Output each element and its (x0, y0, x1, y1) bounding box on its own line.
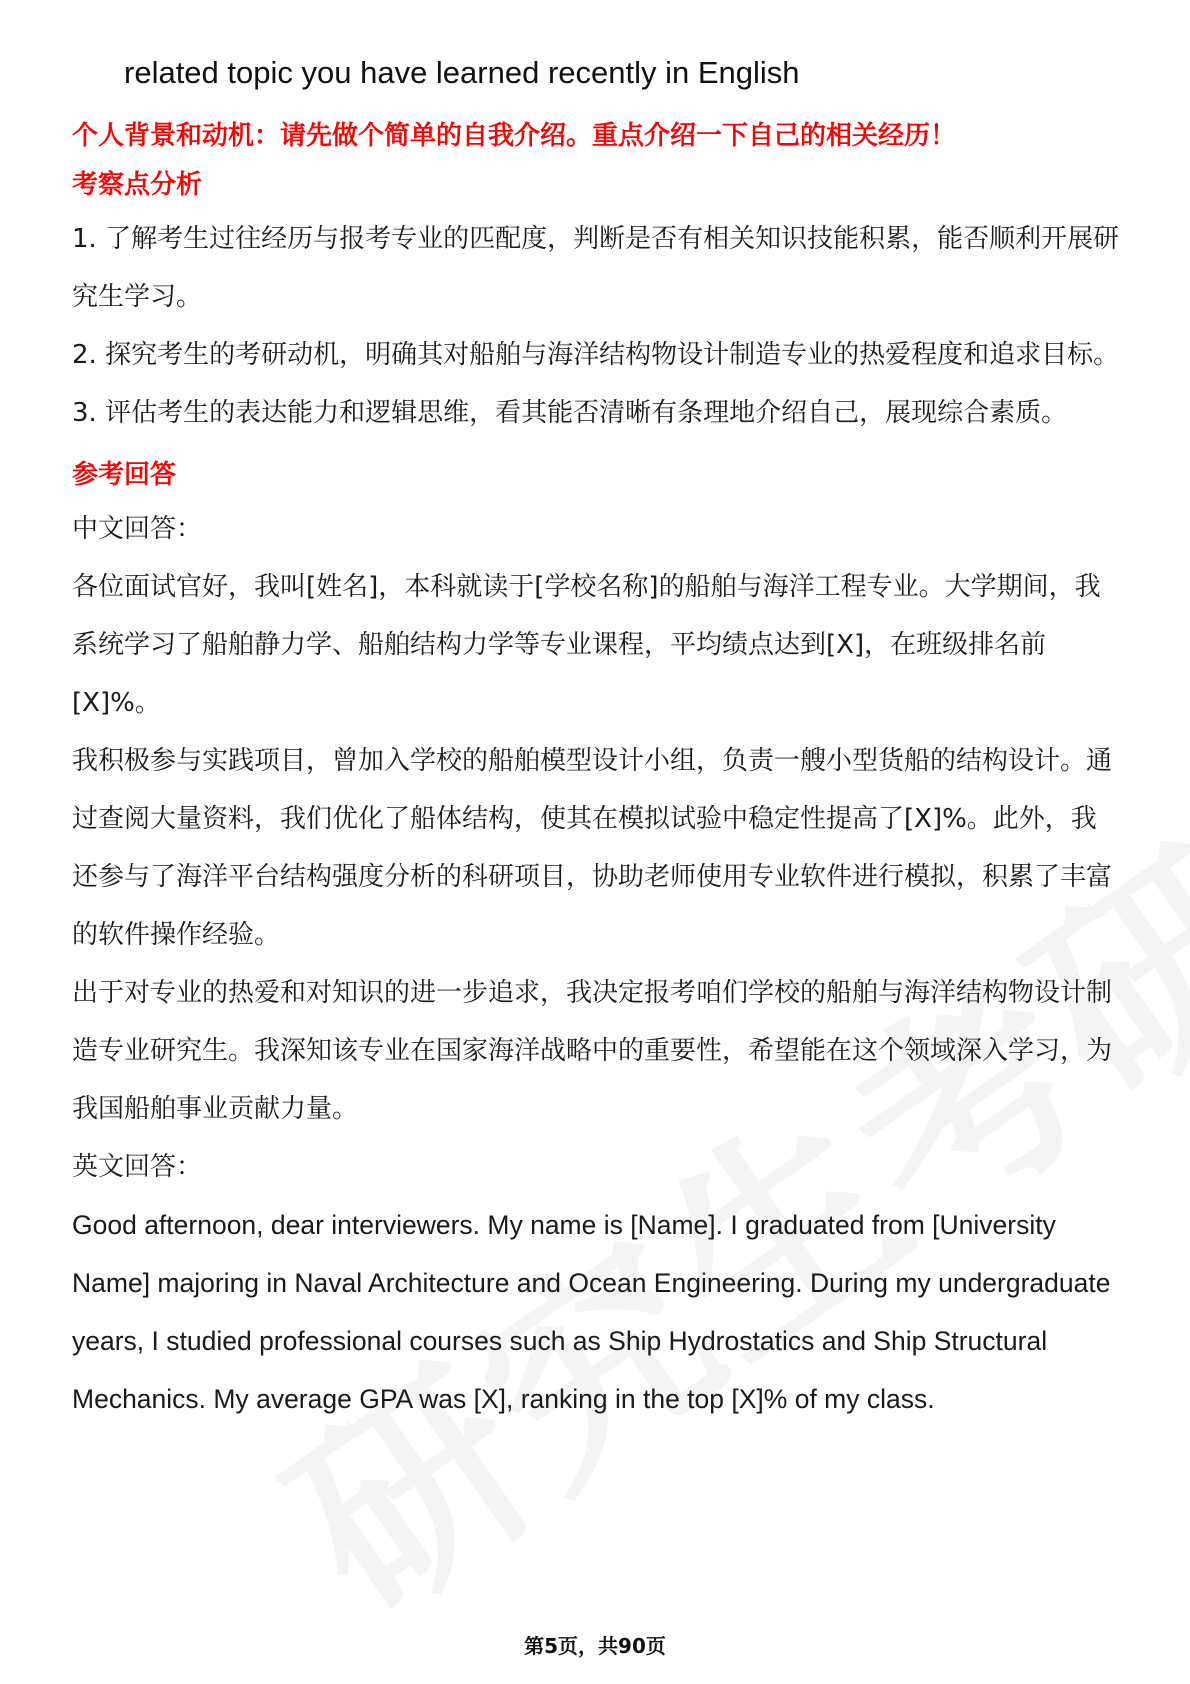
chinese-answer-paragraph: 我积极参与实践项目，曾加入学校的船舶模型设计小组，负责一艘小型货船的结构设计。通过查阅大量资料，我们优化了船体结构，使其在模拟试验中稳定性提高了[X]%。此外，我还参与了海洋平台结构强度分析的科研项目，协助老师使用专业软件进行模拟，积累了丰富的软件操作经验。 (72, 746, 1113, 950)
interview-question: 个人背景和动机：请先做个简单的自我介绍。重点介绍一下自己的相关经历！ (72, 121, 957, 151)
english-answer-paragraph: Good afternoon, dear interviewers. My name is [Name]. I graduated from [University Name] majoring in Naval Architecture and Ocean Engineering. During my undergraduate years, I studied professional courses such as Ship Hydrostatics and Ship Structural Mechanics. My average GPA was [X], ranking in the top [X]% of my class. (72, 1210, 1111, 1414)
continuation-line: related topic you have learned recently in English (124, 55, 800, 90)
answer-title: 参考回答 (72, 460, 177, 490)
analysis-title: 考察点分析 (72, 170, 203, 200)
english-answer-label: 英文回答： (72, 1152, 203, 1182)
analysis-point: 3. 评估考生的表达能力和逻辑思维，看其能否清晰有条理地介绍自己，展现综合素质。 (72, 398, 1068, 428)
chinese-answer-label: 中文回答： (72, 514, 203, 544)
chinese-answer-paragraph: 出于对专业的热爱和对知识的进一步追求，我决定报考咱们学校的船舶与海洋结构物设计制造专业研究生。我深知该专业在国家海洋战略中的重要性，希望能在这个领域深入学习，为我国船舶事业贡献力量。 (72, 978, 1113, 1124)
analysis-point: 2. 探究考生的考研动机，明确其对船舶与海洋结构物设计制造专业的热爱程度和追求目标。 (72, 340, 1120, 370)
analysis-point: 1. 了解考生过往经历与报考专业的匹配度，判断是否有相关知识技能积累，能否顺利开展研究生学习。 (72, 224, 1120, 312)
page-footer: 第5页，共90页 (524, 1634, 666, 1658)
page-content (72, 44, 1122, 1428)
chinese-answer-paragraph: 各位面试官好，我叫[姓名]，本科就读于[学校名称]的船舶与海洋工程专业。大学期间，我系统学习了船舶静力学、船舶结构力学等专业课程，平均绩点达到[X]，在班级排名前[X]%。 (72, 572, 1101, 718)
